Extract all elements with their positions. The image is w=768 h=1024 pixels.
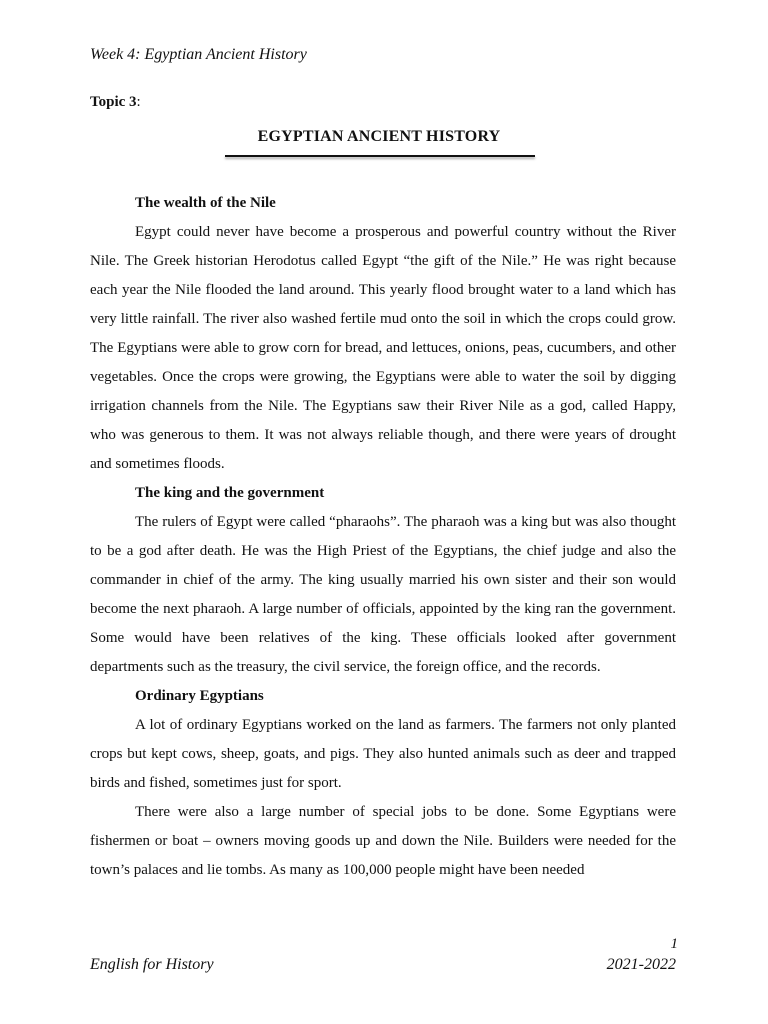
topic-label-suffix: :	[136, 94, 141, 110]
section-heading-wealth-of-nile: The wealth of the Nile	[135, 195, 276, 211]
title-underline	[225, 155, 535, 157]
page-header-title: Week 4: Egyptian Ancient History	[90, 46, 307, 63]
topic-label-text: Topic 3	[90, 94, 137, 110]
footer-academic-year: 2021-2022	[606, 956, 676, 973]
paragraph-wealth-of-nile: Egypt could never have become a prosperous and powerful country without the River Nile. The Greek historian Herodotus called Egypt “the gift of the Nile.” He was right because each year the Nile flooded the land around. This yearly flood brought water to a land which has very little rainfall. The river also washed fertile mud onto the soil in which the crops could grow. The Egyptians were able to grow corn for bread, and lettuces, onions, peas, cucumbers, and other vegetables. Once the crops were growing, the Egyptians were able to water the soil by digging irrigation channels from the Nile. The Egyptians saw their River Nile as a god, called Happy, who was generous to them. It was not always reliable though, and there were years of drought and sometimes floods.	[90, 224, 676, 472]
paragraph-ordinary-egyptians-farmers: A lot of ordinary Egyptians worked on the land as farmers. The farmers not only planted crops but kept cows, sheep, goats, and pigs. They also hunted animals such as deer and trapped birds and fished, sometimes just for sport.	[90, 717, 676, 791]
section-heading-king-and-government: The king and the government	[135, 485, 325, 501]
topic-label	[90, 94, 141, 111]
paragraph-king-and-government: The rulers of Egypt were called “pharaohs”. The pharaoh was a king but was also thought to be a god after death. He was the High Priest of the Egyptians, the chief judge and also the commander in chief of the army. The king usually married his own sister and their son would become the next pharaoh. A large number of officials, appointed by the king ran the government. Some would have been relatives of the king. These officials looked after government departments such as the treasury, the civil service, the foreign office, and the records.	[90, 514, 676, 675]
document-body	[90, 189, 676, 885]
section-heading-ordinary-egyptians: Ordinary Egyptians	[135, 688, 264, 704]
footer-course-name: English for History	[90, 956, 214, 973]
page-number: 1	[670, 936, 678, 952]
paragraph-ordinary-egyptians-jobs: There were also a large number of special jobs to be done. Some Egyptians were fishermen or boat – owners moving goods up and down the Nile. Builders were needed for the town’s palaces and lie tombs. As many as 100,000 people might have been needed	[90, 804, 676, 878]
document-title: EGYPTIAN ANCIENT HISTORY	[257, 128, 501, 145]
